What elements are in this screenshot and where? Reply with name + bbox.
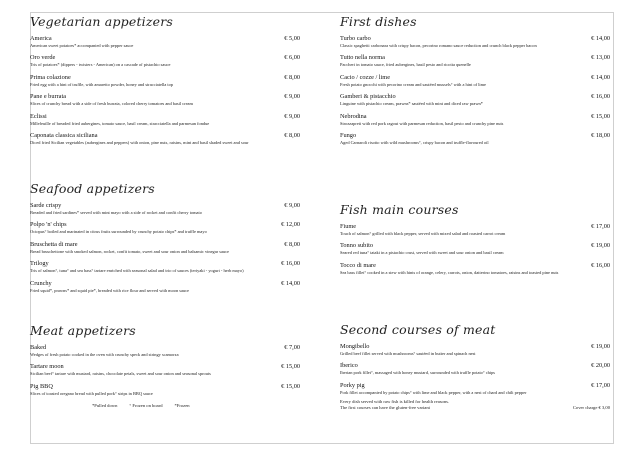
item-price: € 20,00 bbox=[591, 362, 610, 370]
legend-item: *Frozen bbox=[174, 403, 190, 408]
item-description: Iberian pork fillet°, massaged with honey mustard, surrounded with truffle potato° chips bbox=[340, 370, 495, 376]
section-first-dishes bbox=[340, 14, 610, 151]
menu-item bbox=[340, 35, 610, 48]
item-description: Slices of crunchy bread with a side of fresh burrata, colored cherry tomatoes and basil cream bbox=[30, 101, 193, 107]
item-description: Tris of potatoes* (dippers - twisters - American) on a cascade of pistachio sauce bbox=[30, 62, 171, 68]
menu-item bbox=[30, 202, 300, 215]
item-price: € 16,00 bbox=[281, 260, 300, 268]
item-name: America bbox=[30, 35, 52, 42]
item-description: Grilled beef fillet served with mushrooms° sautéed in butter and spinach nest bbox=[340, 351, 476, 356]
item-description: Linguine with pistachio cream, prawns* sautéed with mint and diced raw prawn* bbox=[340, 101, 483, 107]
item-name: Caponata classica siciliana bbox=[30, 132, 98, 140]
item-price: € 18,00 bbox=[591, 132, 610, 140]
footer-notes bbox=[340, 399, 610, 411]
menu-item bbox=[340, 74, 610, 87]
item-description: Sicilian beef° tartare with mustard, raisins, chocolate petals, sweet and sour onion and seasonal sprouts bbox=[30, 371, 211, 377]
menu-item bbox=[340, 54, 610, 67]
item-name: Cacio / cozze / lime bbox=[340, 73, 391, 81]
menu-item bbox=[30, 113, 300, 126]
menu-item bbox=[340, 93, 610, 106]
item-price: € 6,00 bbox=[284, 54, 300, 62]
item-price: € 14,00 bbox=[591, 35, 610, 42]
section-title: Meat appetizers bbox=[30, 323, 136, 338]
item-price: € 8,00 bbox=[284, 73, 300, 81]
legend-item: ° Frozen on board bbox=[129, 403, 163, 408]
item-name: Oro verde bbox=[30, 54, 56, 62]
section-fish-main-courses bbox=[340, 202, 610, 281]
section-meat-appetizers bbox=[30, 323, 300, 402]
legend-item: *Pulled down bbox=[92, 403, 118, 408]
item-name: Iberico bbox=[340, 362, 358, 370]
cover-charge: Cover charge € 3,00 bbox=[572, 405, 610, 410]
item-description: American sweet potatoes* accompanied with pepper sauce bbox=[30, 43, 134, 48]
item-description: Fried egg with a hint of truffle, with amaretto powder, honey and stracciatella top bbox=[30, 81, 174, 87]
item-description: Strozzapreti with red pork ragout with parmesan reduction, basil pesto and crunchy pine nuts bbox=[340, 120, 504, 126]
item-name: Turbo carbo bbox=[340, 35, 371, 42]
item-price: € 14,00 bbox=[591, 73, 610, 81]
item-name: Pane e burrata bbox=[30, 93, 67, 101]
item-price: € 5,00 bbox=[284, 35, 300, 42]
item-description: Fresh potato gnocchi with pecorino cream and sautéed mussels° with a hint of lime bbox=[340, 81, 487, 87]
menu-item bbox=[30, 221, 300, 234]
section-title: Fish main courses bbox=[340, 202, 459, 217]
item-price: € 16,00 bbox=[591, 261, 610, 269]
section-title: First dishes bbox=[340, 14, 417, 29]
item-price: € 8,00 bbox=[284, 132, 300, 140]
item-price: € 9,00 bbox=[284, 202, 300, 209]
menu-item bbox=[340, 113, 610, 126]
menu-item bbox=[340, 362, 610, 375]
item-description: Seared red tuna° tataki in a pistachio crust, served with sweet and sour onion and basil cream bbox=[340, 250, 504, 256]
item-name: Gamberi & pistacchio bbox=[340, 93, 396, 101]
item-price: € 13,00 bbox=[591, 54, 610, 62]
menu-item bbox=[30, 260, 300, 273]
menu-item bbox=[340, 343, 610, 356]
menu-item bbox=[30, 35, 300, 48]
item-description: Slices of toasted oregano bread with pulled pork° strips in BBQ sauce bbox=[30, 390, 153, 396]
menu-item bbox=[340, 382, 610, 395]
item-name: Baked bbox=[30, 344, 47, 351]
item-description: Aged Carnaroli risotto with wild mushrooms°, crispy bacon and truffle-flavoured oil bbox=[340, 140, 489, 146]
item-description: Fried squid*, prawns* and squid pie*, breaded with rice flour and served with moon sauce bbox=[30, 287, 189, 293]
item-price: € 19,00 bbox=[591, 242, 610, 250]
menu-item bbox=[30, 241, 300, 254]
item-name: Prima colazione bbox=[30, 73, 71, 81]
item-name: Eclissi bbox=[30, 112, 47, 120]
item-description: Diced fried Sicilian vegetables (aubergines and peppers) with onion, pine nuts, raisins, mint and basil shaded sweet and sour bbox=[30, 140, 249, 146]
item-description: Paccheri in tomato sauce, fried aubergines, basil pesto and ricotta quenelle bbox=[340, 62, 471, 68]
menu-item bbox=[30, 344, 300, 357]
item-name: Pig BBQ bbox=[30, 382, 53, 390]
item-price: € 15,00 bbox=[591, 112, 610, 120]
item-description: Millefeuille of breaded fried aubergines, tomato sauce, basil cream, stracciatella and parmesan fondue bbox=[30, 120, 210, 126]
item-name: Bruschetta di mare bbox=[30, 240, 78, 248]
item-description: Octopus° boiled and marinated in citrus fruits surrounded by crunchy potato chips* and truffle mayo bbox=[30, 229, 207, 235]
item-name: Polpo 'n' chips bbox=[30, 221, 67, 229]
menu-item bbox=[340, 242, 610, 255]
item-price: € 19,00 bbox=[591, 343, 610, 350]
item-name: Crunchy bbox=[30, 279, 52, 287]
item-description: Touch of salmon° grilled with black pepper, served with mixed salad and roasted carrot cream bbox=[340, 231, 506, 236]
item-name: Tutto nella norma bbox=[340, 54, 385, 62]
item-name: Tonno subito bbox=[340, 242, 373, 250]
section-vegetarian-appetizers bbox=[30, 14, 300, 151]
item-price: € 8,00 bbox=[284, 240, 300, 248]
item-name: Fungo bbox=[340, 132, 357, 140]
item-name: Nebrodina bbox=[340, 112, 367, 120]
note-line: The first courses can have the gluten-free variant bbox=[340, 405, 430, 410]
item-name: Trilogy bbox=[30, 260, 49, 268]
item-price: € 15,00 bbox=[281, 382, 300, 390]
menu-item bbox=[340, 223, 610, 236]
item-description: Bread bruschettone with smoked salmon, rocket, confit tomato, sweet and sour onion and balsamic vinegar sauce bbox=[30, 248, 229, 254]
section-title: Seafood appetizers bbox=[30, 181, 155, 196]
item-name: Tartare moon bbox=[30, 363, 64, 371]
item-price: € 14,00 bbox=[281, 279, 300, 287]
item-price: € 12,00 bbox=[281, 221, 300, 229]
section-second-courses-meat bbox=[340, 322, 610, 401]
item-description: Tris of salmon°, tuna° and sea bass° tartare enriched with seasonal salad and trio of sauces (teriyaki - yogurt - herb mayo) bbox=[30, 268, 244, 274]
menu-item bbox=[340, 132, 610, 145]
item-price: € 15,00 bbox=[281, 363, 300, 371]
allergen-legend bbox=[92, 403, 190, 408]
section-seafood-appetizers bbox=[30, 181, 300, 299]
menu-item bbox=[30, 132, 300, 145]
menu-item bbox=[30, 363, 300, 376]
item-description: Pork fillet accompanied by potato chips° with lime and black pepper, with a nest of chard and chili pepper bbox=[340, 389, 527, 395]
item-name: Sarde crispy bbox=[30, 202, 62, 209]
item-name: Fiume bbox=[340, 223, 357, 230]
item-description: Breaded and fried sardines* served with mint mayo with a side of rocket and confit cherry tomato bbox=[30, 210, 202, 215]
item-name: Mongibello bbox=[340, 343, 370, 350]
menu-item bbox=[30, 54, 300, 67]
item-price: € 17,00 bbox=[591, 381, 610, 389]
item-price: € 17,00 bbox=[591, 223, 610, 230]
item-price: € 7,00 bbox=[284, 344, 300, 351]
menu-item bbox=[30, 280, 300, 293]
item-price: € 9,00 bbox=[284, 112, 300, 120]
menu-item bbox=[30, 74, 300, 87]
section-title: Vegetarian appetizers bbox=[30, 14, 174, 29]
menu-item bbox=[30, 383, 300, 396]
item-price: € 9,00 bbox=[284, 93, 300, 101]
item-description: Classic spaghetti carbonara with crispy bacon, pecorino romano sauce reduction and crunch black pepper bacon bbox=[340, 43, 537, 48]
item-description: Wedges of fresh potato cooked in the oven with crunchy speck and stringy scamorza bbox=[30, 352, 179, 357]
item-name: Tocco di mare bbox=[340, 261, 376, 269]
section-title: Second courses of meat bbox=[340, 322, 496, 337]
item-name: Porky pig bbox=[340, 381, 365, 389]
note-line: Every dish served with raw fish is killed for health reasons. bbox=[340, 399, 450, 404]
item-description: Sea bass fillet° cooked in a stew with hints of orange, celery, carrots, onion, datterino tomatoes, raisins and toasted pine nuts bbox=[340, 269, 559, 275]
item-price: € 16,00 bbox=[591, 93, 610, 101]
menu-item bbox=[340, 262, 610, 275]
menu-item bbox=[30, 93, 300, 106]
